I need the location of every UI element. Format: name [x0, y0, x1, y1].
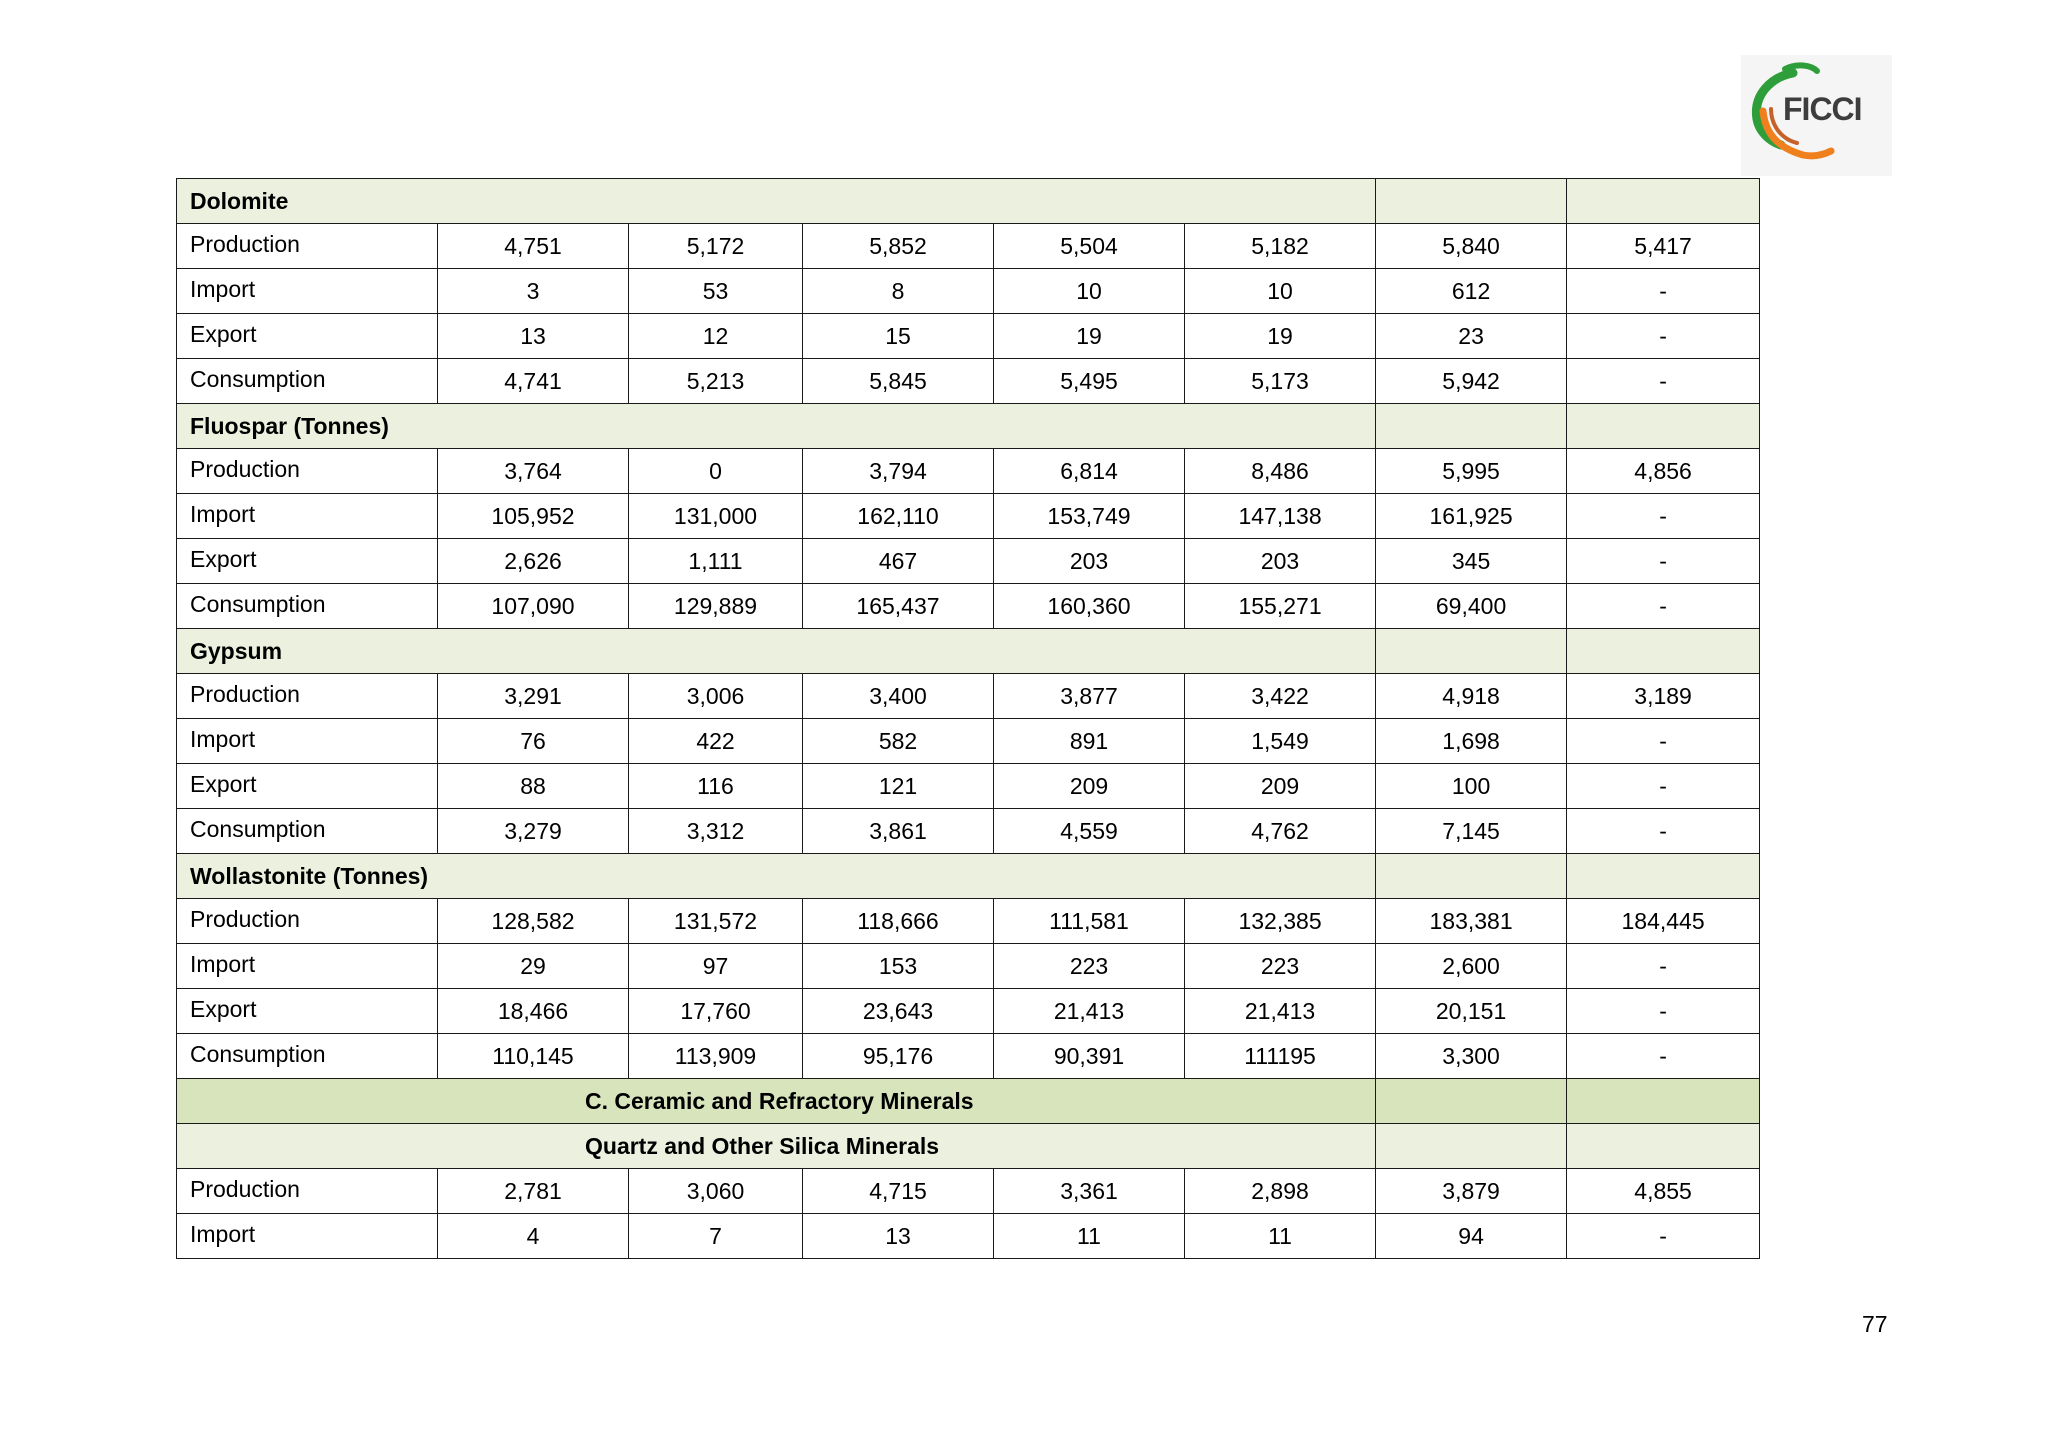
cell-value: 121	[803, 764, 994, 809]
cell-value: 1,111	[629, 539, 803, 584]
cell-value: 100	[1376, 764, 1567, 809]
empty-cell	[1567, 629, 1760, 674]
row-label: Export	[177, 539, 438, 584]
cell-value: 209	[994, 764, 1185, 809]
cell-value: 90,391	[994, 1034, 1185, 1079]
cell-value: 467	[803, 539, 994, 584]
cell-value: 17,760	[629, 989, 803, 1034]
cell-value: 10	[1185, 269, 1376, 314]
cell-value: 3,861	[803, 809, 994, 854]
cell-value: 88	[438, 764, 629, 809]
table-row	[177, 1169, 1760, 1214]
cell-value: 4,559	[994, 809, 1185, 854]
cell-value: 147,138	[1185, 494, 1376, 539]
section-header-row	[177, 629, 1760, 674]
cell-value: 155,271	[1185, 584, 1376, 629]
cell-value: -	[1567, 584, 1760, 629]
cell-value: 111195	[1185, 1034, 1376, 1079]
row-label: Import	[177, 719, 438, 764]
cell-value: 4,715	[803, 1169, 994, 1214]
section-title: Wollastonite (Tonnes)	[177, 854, 1376, 899]
cell-value: 162,110	[803, 494, 994, 539]
cell-value: 183,381	[1376, 899, 1567, 944]
cell-value: -	[1567, 989, 1760, 1034]
table-row	[177, 314, 1760, 359]
cell-value: 582	[803, 719, 994, 764]
cell-value: 1,549	[1185, 719, 1376, 764]
table-row	[177, 764, 1760, 809]
cell-value: 4,855	[1567, 1169, 1760, 1214]
table-row	[177, 674, 1760, 719]
cell-value: -	[1567, 539, 1760, 584]
cell-value: 5,417	[1567, 224, 1760, 269]
cell-value: 23	[1376, 314, 1567, 359]
row-label: Production	[177, 899, 438, 944]
table-row	[177, 494, 1760, 539]
cell-value: 891	[994, 719, 1185, 764]
empty-cell	[1376, 629, 1567, 674]
cell-value: -	[1567, 314, 1760, 359]
cell-value: 13	[438, 314, 629, 359]
cell-value: -	[1567, 944, 1760, 989]
cell-value: 345	[1376, 539, 1567, 584]
cell-value: 3,764	[438, 449, 629, 494]
cell-value: 5,942	[1376, 359, 1567, 404]
cell-value: 4,856	[1567, 449, 1760, 494]
section-header-row	[177, 1124, 1760, 1169]
table-row	[177, 539, 1760, 584]
cell-value: 5,213	[629, 359, 803, 404]
table-row	[177, 809, 1760, 854]
cell-value: 94	[1376, 1214, 1567, 1259]
empty-cell	[1567, 1124, 1760, 1169]
cell-value: 4,762	[1185, 809, 1376, 854]
row-label: Consumption	[177, 584, 438, 629]
cell-value: 107,090	[438, 584, 629, 629]
cell-value: 13	[803, 1214, 994, 1259]
row-label: Import	[177, 269, 438, 314]
empty-cell	[1376, 404, 1567, 449]
cell-value: 3,189	[1567, 674, 1760, 719]
cell-value: 10	[994, 269, 1185, 314]
cell-value: 19	[1185, 314, 1376, 359]
section-title: Fluospar (Tonnes)	[177, 404, 1376, 449]
empty-cell	[1567, 179, 1760, 224]
table-row	[177, 944, 1760, 989]
table-row	[177, 1034, 1760, 1079]
cell-value: 53	[629, 269, 803, 314]
empty-cell	[1376, 854, 1567, 899]
cell-value: 11	[1185, 1214, 1376, 1259]
cell-value: 118,666	[803, 899, 994, 944]
cell-value: 3,794	[803, 449, 994, 494]
section-header-row	[177, 1079, 1760, 1124]
row-label: Consumption	[177, 809, 438, 854]
section-header-row	[177, 854, 1760, 899]
cell-value: 20,151	[1376, 989, 1567, 1034]
cell-value: 6,814	[994, 449, 1185, 494]
cell-value: 3,877	[994, 674, 1185, 719]
cell-value: 95,176	[803, 1034, 994, 1079]
cell-value: 5,182	[1185, 224, 1376, 269]
cell-value: 111,581	[994, 899, 1185, 944]
cell-value: 2,626	[438, 539, 629, 584]
cell-value: 69,400	[1376, 584, 1567, 629]
cell-value: 19	[994, 314, 1185, 359]
cell-value: 113,909	[629, 1034, 803, 1079]
cell-value: 3,060	[629, 1169, 803, 1214]
cell-value: 132,385	[1185, 899, 1376, 944]
cell-value: 8	[803, 269, 994, 314]
cell-value: 97	[629, 944, 803, 989]
section-header-row	[177, 404, 1760, 449]
table-row	[177, 359, 1760, 404]
cell-value: 5,840	[1376, 224, 1567, 269]
cell-value: 105,952	[438, 494, 629, 539]
row-label: Import	[177, 944, 438, 989]
cell-value: 422	[629, 719, 803, 764]
cell-value: 184,445	[1567, 899, 1760, 944]
cell-value: 5,845	[803, 359, 994, 404]
cell-value: 11	[994, 1214, 1185, 1259]
cell-value: 4,918	[1376, 674, 1567, 719]
cell-value: -	[1567, 359, 1760, 404]
section-title: Gypsum	[177, 629, 1376, 674]
cell-value: 3,400	[803, 674, 994, 719]
table-row	[177, 224, 1760, 269]
table-row	[177, 1214, 1760, 1259]
empty-cell	[1567, 854, 1760, 899]
cell-value: 5,995	[1376, 449, 1567, 494]
row-label: Export	[177, 314, 438, 359]
minerals-table	[176, 178, 1760, 1259]
empty-cell	[1376, 179, 1567, 224]
row-label: Export	[177, 989, 438, 1034]
cell-value: 3,006	[629, 674, 803, 719]
cell-value: 128,582	[438, 899, 629, 944]
cell-value: 131,000	[629, 494, 803, 539]
table-row	[177, 449, 1760, 494]
table-row	[177, 584, 1760, 629]
cell-value: 7	[629, 1214, 803, 1259]
cell-value: 203	[994, 539, 1185, 584]
table-row	[177, 719, 1760, 764]
cell-value: 3,312	[629, 809, 803, 854]
cell-value: 4,751	[438, 224, 629, 269]
section-title: Quartz and Other Silica Minerals	[177, 1124, 1376, 1169]
cell-value: -	[1567, 719, 1760, 764]
cell-value: 161,925	[1376, 494, 1567, 539]
cell-value: 2,781	[438, 1169, 629, 1214]
cell-value: 131,572	[629, 899, 803, 944]
cell-value: -	[1567, 809, 1760, 854]
section-title: C. Ceramic and Refractory Minerals	[177, 1079, 1376, 1124]
cell-value: 5,495	[994, 359, 1185, 404]
empty-cell	[1376, 1079, 1567, 1124]
cell-value: -	[1567, 494, 1760, 539]
cell-value: 153	[803, 944, 994, 989]
cell-value: 3,879	[1376, 1169, 1567, 1214]
section-header-row	[177, 179, 1760, 224]
cell-value: -	[1567, 1034, 1760, 1079]
row-label: Production	[177, 224, 438, 269]
cell-value: 3,361	[994, 1169, 1185, 1214]
ficci-logo	[1741, 55, 1892, 176]
cell-value: 4	[438, 1214, 629, 1259]
table-body	[177, 179, 1760, 1259]
row-label: Production	[177, 1169, 438, 1214]
table-row	[177, 269, 1760, 314]
cell-value: 18,466	[438, 989, 629, 1034]
empty-cell	[1567, 1079, 1760, 1124]
cell-value: 5,173	[1185, 359, 1376, 404]
table-row	[177, 899, 1760, 944]
cell-value: 8,486	[1185, 449, 1376, 494]
row-label: Production	[177, 449, 438, 494]
cell-value: 3,300	[1376, 1034, 1567, 1079]
cell-value: 15	[803, 314, 994, 359]
cell-value: 7,145	[1376, 809, 1567, 854]
cell-value: 0	[629, 449, 803, 494]
cell-value: 153,749	[994, 494, 1185, 539]
cell-value: 12	[629, 314, 803, 359]
cell-value: 110,145	[438, 1034, 629, 1079]
cell-value: -	[1567, 1214, 1760, 1259]
cell-value: 5,504	[994, 224, 1185, 269]
cell-value: 21,413	[1185, 989, 1376, 1034]
cell-value: 21,413	[994, 989, 1185, 1034]
cell-value: 116	[629, 764, 803, 809]
empty-cell	[1376, 1124, 1567, 1169]
cell-value: 129,889	[629, 584, 803, 629]
cell-value: 3,279	[438, 809, 629, 854]
cell-value: -	[1567, 269, 1760, 314]
cell-value: 3,291	[438, 674, 629, 719]
cell-value: 4,741	[438, 359, 629, 404]
row-label: Production	[177, 674, 438, 719]
cell-value: 1,698	[1376, 719, 1567, 764]
cell-value: 76	[438, 719, 629, 764]
cell-value: 5,172	[629, 224, 803, 269]
cell-value: 5,852	[803, 224, 994, 269]
cell-value: 23,643	[803, 989, 994, 1034]
cell-value: 203	[1185, 539, 1376, 584]
cell-value: 209	[1185, 764, 1376, 809]
cell-value: 29	[438, 944, 629, 989]
empty-cell	[1567, 404, 1760, 449]
row-label: Import	[177, 1214, 438, 1259]
cell-value: -	[1567, 764, 1760, 809]
page-number: 77	[1862, 1311, 1888, 1337]
cell-value: 223	[994, 944, 1185, 989]
cell-value: 612	[1376, 269, 1567, 314]
row-label: Consumption	[177, 359, 438, 404]
cell-value: 2,898	[1185, 1169, 1376, 1214]
cell-value: 3	[438, 269, 629, 314]
table-row	[177, 989, 1760, 1034]
cell-value: 2,600	[1376, 944, 1567, 989]
cell-value: 3,422	[1185, 674, 1376, 719]
section-title: Dolomite	[177, 179, 1376, 224]
cell-value: 160,360	[994, 584, 1185, 629]
cell-value: 165,437	[803, 584, 994, 629]
row-label: Export	[177, 764, 438, 809]
row-label: Import	[177, 494, 438, 539]
logo-text: FICCI	[1783, 91, 1862, 127]
row-label: Consumption	[177, 1034, 438, 1079]
cell-value: 223	[1185, 944, 1376, 989]
